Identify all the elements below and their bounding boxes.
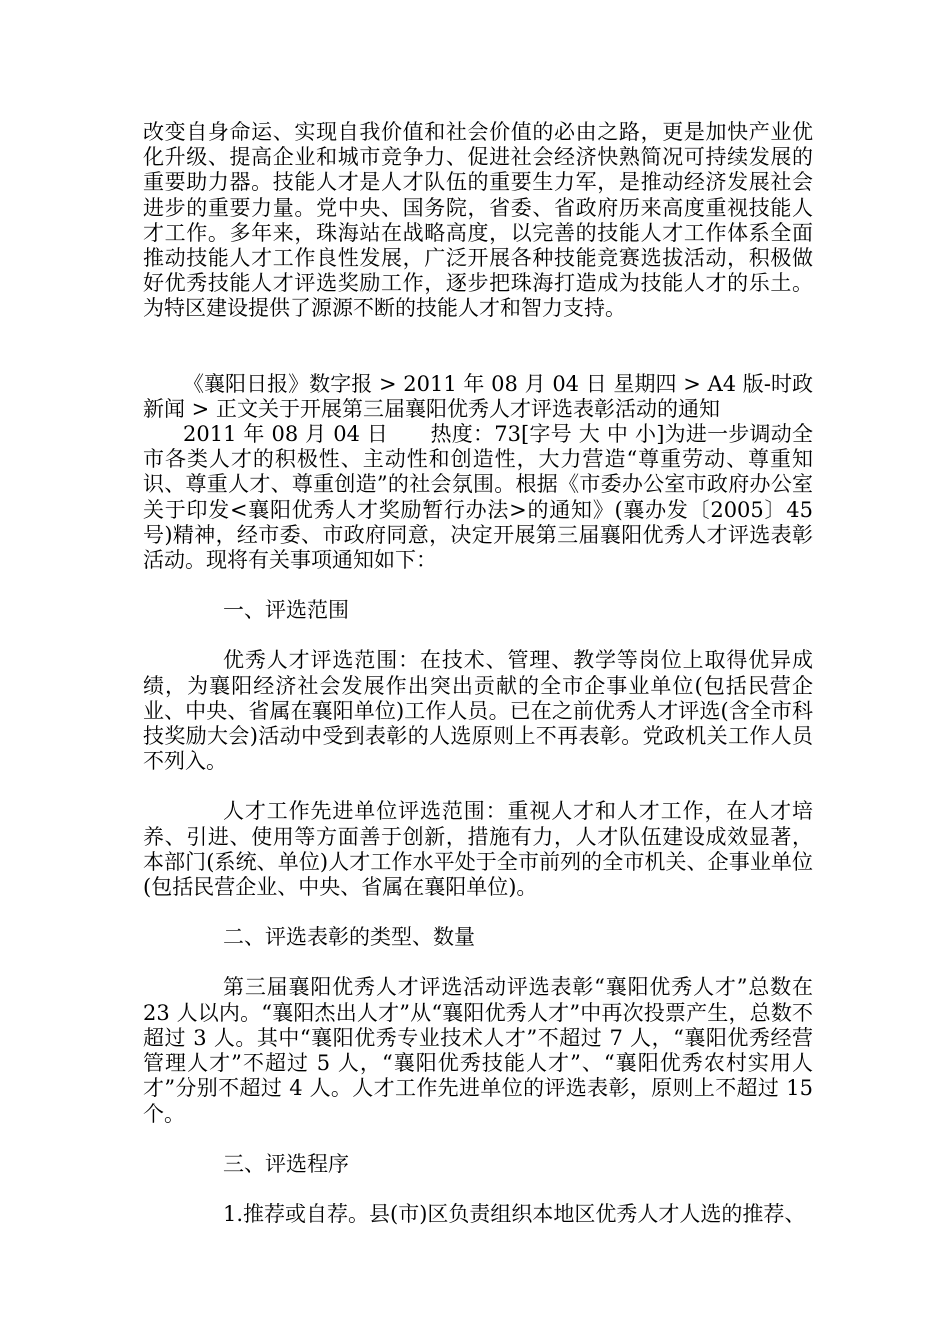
spacer — [143, 623, 813, 648]
spacer — [143, 900, 813, 925]
intro-paragraph: 改变自身命运、实现自我价值和社会价值的必由之路，更是加快产业优化升级、提高企业和城市竞争力、促进社会经济快熟简况可持续发展的重要助力器。技能人才是人才队伍的重要生力军，是推动经济发展社会进步的重要力量。党中央、国务院，省委、省政府历来高度重视技能人才工作。多年来，珠海站在战略高度，以完善的技能人才工作体系全面推动技能人才工作良性发展，广泛开展各种技能竞赛选拔活动，积极做好优秀技能人才评选奖励工作，逐步把珠海打造成为技能人才的乐土。为特区建设提供了源源不断的技能人才和智力支持。 — [143, 120, 813, 321]
spacer — [143, 322, 813, 372]
section3-heading: 三、评选程序 — [223, 1151, 349, 1176]
section1-paragraph-2: 人才工作先进单位评选范围：重视人才和人才工作，在人才培养、引进、使用等方面善于创新，措施有力，人才队伍建设成效显著，本部门(系统、单位)人才工作水平处于全市前列的全市机关、企事业单位(包括民营企业、中央、省属在襄阳单位)。 — [143, 799, 813, 900]
section3-paragraph-1: 1.推荐或自荐。县(市)区负责组织本地区优秀人才人选的推荐、 — [223, 1201, 806, 1226]
document-page — [143, 120, 813, 1227]
section1-heading: 一、评选范围 — [223, 598, 349, 623]
section2-heading: 二、评选表彰的类型、数量 — [223, 925, 475, 950]
section2-paragraph-1: 第三届襄阳优秀人才评选活动评选表彰“襄阳优秀人才”总数在 23 人以内。“襄阳杰出人才”从“襄阳优秀人才”中再次投票产生，总数不超过 3 人。其中“襄阳优秀专业技术人才”不超过 7 人，“襄阳优秀经营管理人才”不超过 5 人，“襄阳优秀技能人才”、“襄阳优秀农村实用人才”分别不超过 4 人。人才工作先进单位的评选表彰，原则上不超过 15 个。 — [143, 975, 813, 1126]
spacer — [143, 774, 813, 799]
section1-paragraph-1: 优秀人才评选范围：在技术、管理、教学等岗位上取得优异成绩，为襄阳经济社会发展作出突出贡献的全市企事业单位(包括民营企业、中央、省属在襄阳单位)工作人员。已在之前优秀人才评选(含全市科技奖励大会)活动中受到表彰的人选原则上不再表彰。党政机关工作人员不列入。 — [143, 648, 813, 774]
spacer — [143, 573, 813, 598]
notice-paragraph: 2011 年 08 月 04 日 热度：73[字号 大 中 小]为进一步调动全市各类人才的积极性、主动性和创造性，大力营造“尊重劳动、尊重知识、尊重人才、尊重创造”的社会氛围。根据《市委办公室市政府办公室关于印发<襄阳优秀人才奖励暂行办法>的通知》(襄办发〔2005〕45号)精神，经市委、市政府同意，决定开展第三届襄阳优秀人才评选表彰活动。现将有关事项通知如下： — [143, 422, 813, 573]
spacer — [143, 1177, 813, 1202]
spacer — [143, 950, 813, 975]
spacer — [143, 1127, 813, 1152]
breadcrumb-line: 《襄阳日报》数字报 > 2011 年 08 月 04 日 星期四 > A4 版-时政新闻 > 正文关于开展第三届襄阳优秀人才评选表彰活动的通知 — [143, 371, 813, 421]
